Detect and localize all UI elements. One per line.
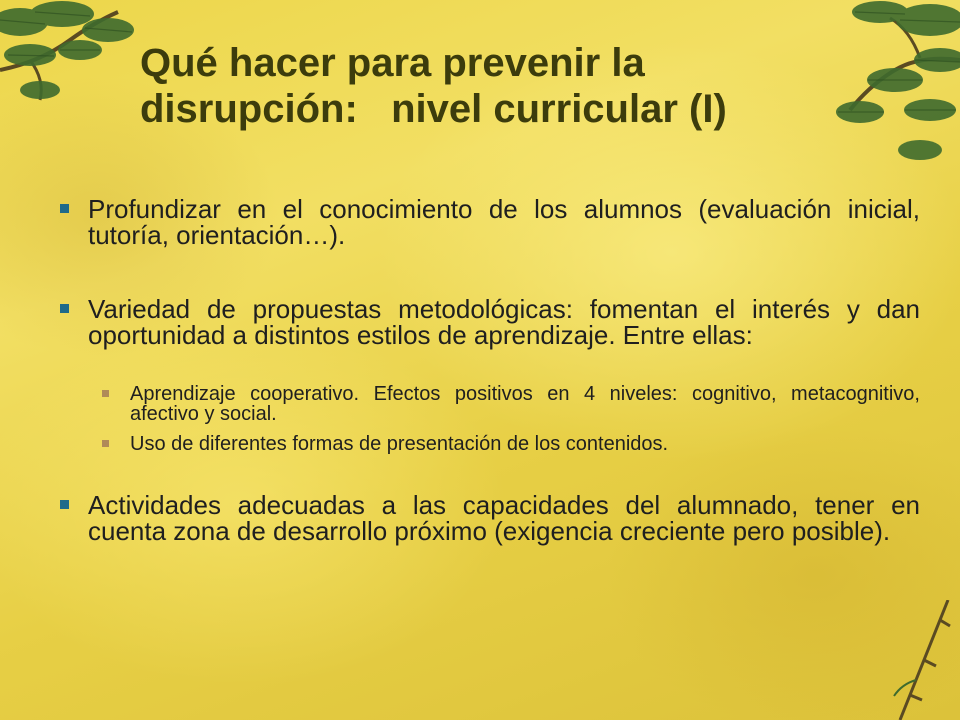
square-bullet-icon	[60, 204, 69, 213]
sub-bullet-text: Uso de diferentes formas de presentación de los contenidos.	[130, 433, 669, 455]
pine-branch-left-icon	[0, 0, 150, 120]
bamboo-stem-icon	[880, 600, 960, 720]
sub-bullet-item	[102, 384, 920, 424]
title-line: Qué hacer para prevenir la	[140, 41, 645, 85]
slide-body	[60, 196, 920, 544]
sub-bullet-text: Aprendizaje cooperativo. Efectos positivos en 4 niveles: cognitivo, metacognitivo, afectivo y social.	[130, 383, 920, 425]
bullet-text: Variedad de propuestas metodológicas: fomentan el interés y dan oportunidad a distintos estilos de aprendizaje. Entre ellas:	[88, 294, 920, 350]
bullet-text: Profundizar en el conocimiento de los alumnos (evaluación inicial, tutoría, orientación…).	[88, 194, 920, 250]
bullet-item	[60, 296, 920, 348]
square-bullet-icon	[60, 500, 69, 509]
title-line: disrupción: nivel curricular (I)	[140, 87, 727, 131]
sub-bullet-item	[102, 434, 920, 454]
bullet-text: Actividades adecuadas a las capacidades del alumnado, tener en cuenta zona de desarrollo próximo (exigencia creciente pero posible).	[88, 490, 920, 546]
bullet-item	[60, 492, 920, 544]
slide-title	[140, 40, 920, 132]
square-bullet-icon	[60, 304, 69, 313]
square-sub-bullet-icon	[102, 440, 109, 447]
bullet-item	[60, 196, 920, 248]
square-sub-bullet-icon	[102, 390, 109, 397]
